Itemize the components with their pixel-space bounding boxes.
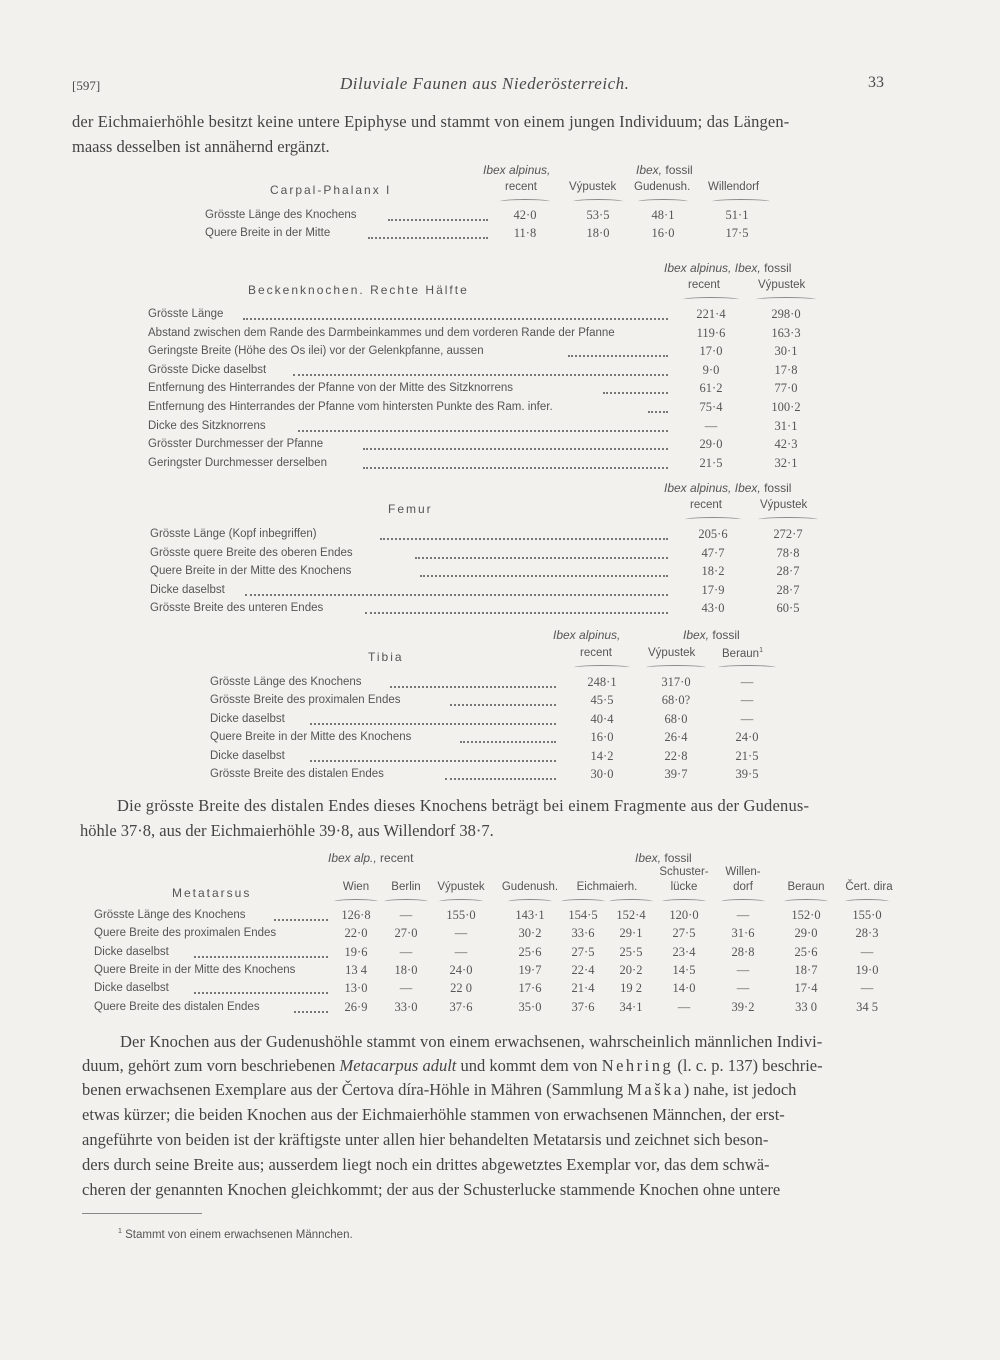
table4-cell: — <box>740 711 754 726</box>
leader-dots <box>294 1011 328 1013</box>
table5-cell: 30·2 <box>518 926 542 941</box>
leader-dots <box>415 557 668 559</box>
table5-cell: — <box>677 999 691 1014</box>
table3-head: Ibex alpinus, Ibex, fossil <box>664 481 792 495</box>
table3-row-label: Grösste Breite des unteren Endes <box>150 602 324 615</box>
table5-cell: 37·6 <box>571 999 595 1014</box>
table5-group2: Ibex, fossil <box>635 851 692 865</box>
table4-row-label: Dicke daselbst <box>210 749 285 762</box>
table5-cell: 34·1 <box>619 999 643 1014</box>
table3-cell: 18·2 <box>701 564 725 579</box>
table3-row-label: Quere Breite in der Mitte des Knochens <box>150 565 352 578</box>
table1-brace <box>573 199 623 204</box>
table5-cell: 22·0 <box>344 926 368 941</box>
table5-cell: 19·6 <box>344 944 368 959</box>
table1-cell: 16·0 <box>651 226 675 240</box>
intro-line-1: der Eichmaierhöhle besitzt keine untere Epiphyse und stammt von einem jungen Individuum; das Längen- <box>72 112 790 131</box>
table2-row-label: Abstand zwischen dem Rande des Darmbeinkammes und dem vorderen Rande der Pfanne <box>148 326 615 339</box>
table1-col-gudenush: Gudenush. <box>634 181 691 193</box>
leader-dots <box>390 686 556 688</box>
table2-cell: 221·4 <box>696 307 726 321</box>
table2-row-label: Dicke des Sitzknorrens <box>148 419 266 432</box>
intro-line-2: maass desselben ist annähernd ergänzt. <box>72 137 330 156</box>
table5-cell: — <box>736 908 750 922</box>
table5-cell: — <box>860 944 874 959</box>
table1-brace <box>712 199 770 204</box>
table5-cell: 152·4 <box>616 908 646 922</box>
table1-brace <box>500 199 550 204</box>
table5-col-header: Výpustek <box>437 881 485 893</box>
table5-brace <box>334 899 378 904</box>
table2-brace <box>683 297 739 302</box>
closing-line-2: duum, gehört zum vorn beschriebenen Metacarpus adult und kommt dem von Nehring (l. c. p. 137) beschrie- <box>82 1056 823 1075</box>
table5-row-label: Dicke daselbst <box>94 945 169 958</box>
table5-cell: — <box>736 981 750 996</box>
table5-brace <box>508 899 552 904</box>
table5-row-label: Quere Breite des proximalen Endes <box>94 927 277 940</box>
table2-cell: 75·4 <box>699 400 723 414</box>
table1-col-vypustek: Výpustek <box>569 181 617 193</box>
table4-cell: 68·0 <box>664 711 688 726</box>
table5-col-header-line2: dorf <box>733 881 753 893</box>
table3-brace <box>685 517 741 522</box>
table2-cell: 298·0 <box>771 307 801 321</box>
table5-cell: 152·0 <box>791 908 821 922</box>
leader-dots <box>420 575 668 577</box>
table2-row-label: Grösster Durchmesser der Pfanne <box>148 438 324 451</box>
table4-row-label: Grösste Breite des distalen Endes <box>210 768 384 780</box>
table4-cell: — <box>740 693 754 708</box>
table5-col-header: Beraun <box>787 881 825 893</box>
table5-cell: 37·6 <box>449 999 473 1014</box>
table2-head: Ibex alpinus, Ibex, fossil <box>664 261 792 275</box>
table5-cell: 19·0 <box>855 962 879 977</box>
table4-cell: 39·5 <box>735 767 759 781</box>
footnote: $^1$ Stammt von einem erwachsenen Männchen. <box>118 1228 353 1241</box>
table4-col-beraun: Beraun$^1$ <box>722 647 763 660</box>
table5-cell: 25·6 <box>794 944 818 959</box>
closing-line-7: cheren der genannten Knochen gleichkommt; der aus der Schusterlucke stammende Knochen ohne untere <box>82 1180 781 1199</box>
mid-line-1: Die grösste Breite des distalen Endes dieses Knochens beträgt bei einem Fragmente aus der Gudenus- <box>117 796 810 815</box>
table5-col-header: Wien <box>342 881 370 893</box>
table2-title: Beckenknochen. Rechte Hälfte <box>248 283 469 297</box>
table5-col-header-line1: Schuster- <box>659 866 709 878</box>
table5-cell: 35·0 <box>518 999 542 1014</box>
table2-row-label: Geringste Breite (Höhe des Os ilei) vor der Gelenkpfanne, aussen <box>148 345 484 358</box>
table4-cell: 16·0 <box>590 730 614 745</box>
table3-row-label: Dicke daselbst <box>150 583 225 596</box>
table5-cell: 24·0 <box>449 962 473 977</box>
table3-cell: 17·9 <box>701 582 725 597</box>
table5-cell: 18·7 <box>794 962 818 977</box>
closing-line-4: etwas kürzer; die beiden Knochen aus der Eichmaierhöhle stammen von erwachsenen Männchen, der erst- <box>82 1105 785 1124</box>
table5-cell: 22 0 <box>450 981 472 996</box>
closing-line-5: angeführte von beiden ist der kräftigste unter allen hier behandelten Metatarsis und zeichnet sich beson- <box>82 1130 769 1149</box>
table4-cell: 248·1 <box>587 675 617 689</box>
leader-dots <box>365 612 668 614</box>
table5-cell: — <box>399 944 413 959</box>
table5-group1: Ibex alp., recent <box>328 851 414 865</box>
table2-row-label: Geringster Durchmesser derselben <box>148 456 327 469</box>
table3-title: Femur <box>388 502 433 516</box>
table1-row-label: Grösste Länge des Knochens <box>205 209 357 221</box>
table1-col-recent: recent <box>505 181 537 193</box>
table5-brace <box>384 899 428 904</box>
leader-dots <box>380 538 668 540</box>
table4-group2: Ibex, fossil <box>683 628 740 642</box>
table5-row-label: Dicke daselbst <box>94 982 169 995</box>
leader-dots <box>194 992 328 994</box>
closing-line-6: ders durch seine Breite aus; ausserdem liegt noch ein drittes abgewetztes Exemplar vor, das dem schwä- <box>82 1155 770 1174</box>
table3-cell: 60·5 <box>776 601 800 616</box>
table1-cell: 51·1 <box>725 208 749 222</box>
table5-cell: 18·0 <box>394 962 418 977</box>
table5-cell: 33·6 <box>571 926 595 941</box>
table5-cell: 14·5 <box>672 962 696 977</box>
table5-cell: — <box>399 908 413 922</box>
table2-col-vypustek: Výpustek <box>758 279 806 291</box>
table5-cell: 33·0 <box>394 999 418 1014</box>
table4-cell: — <box>740 675 754 689</box>
table5-col-header-line2: lücke <box>670 881 698 893</box>
table5-cell: 120·0 <box>669 908 699 922</box>
table4-cell: 22·8 <box>664 748 688 763</box>
table5-cell: 143·1 <box>515 908 545 922</box>
leader-dots <box>450 704 556 706</box>
table2-row-label: Entfernung des Hinterrandes der Pfanne von der Mitte des Sitzknorrens <box>148 382 514 395</box>
table3-brace <box>758 517 818 522</box>
table5-col-header: Čert. dira <box>845 881 893 893</box>
table2-col-recent: recent <box>688 279 720 291</box>
table2-cell: 17·8 <box>774 362 798 377</box>
table4-cell: 26·4 <box>664 730 688 745</box>
leader-dots <box>648 411 668 413</box>
table4-cell: 40·4 <box>590 711 614 726</box>
table4-row-label: Grösste Länge des Knochens <box>210 676 362 688</box>
table1-group2: Ibex, fossil <box>636 163 693 177</box>
table5-brace <box>721 899 765 904</box>
table5-col-header: Berlin <box>391 881 421 893</box>
table5-cell: 27·0 <box>394 926 418 941</box>
table5-cell: 33 0 <box>795 999 817 1014</box>
leader-dots <box>603 392 668 394</box>
table4-cell: 21·5 <box>735 748 759 763</box>
table1-cell: 11·8 <box>513 226 537 240</box>
table5-cell: 13·0 <box>344 981 368 996</box>
table4-cell: 68·0? <box>661 693 691 708</box>
table5-col-header-line1: Willen- <box>725 866 761 878</box>
table2-cell: 17·0 <box>699 344 723 359</box>
table5-cell: 155·0 <box>852 908 882 922</box>
table3-cell: 28·7 <box>776 564 800 579</box>
table5-cell: 26·9 <box>344 999 368 1014</box>
table5-cell: 28·3 <box>855 926 879 941</box>
table5-title: Metatarsus <box>172 886 252 900</box>
table3-row-label: Grösste Länge (Kopf inbegriffen) <box>150 528 317 540</box>
footnote-rule <box>82 1213 202 1214</box>
table4-brace <box>574 665 630 670</box>
table5-cell: 20·2 <box>619 962 643 977</box>
table1-brace <box>638 199 688 204</box>
table5-cell: 28·8 <box>731 944 755 959</box>
leader-dots <box>245 594 668 596</box>
table3-row-label: Grösste quere Breite des oberen Endes <box>150 546 353 559</box>
leader-dots <box>368 237 488 239</box>
table5-cell: 29·1 <box>619 926 643 941</box>
table5-cell: — <box>399 981 413 996</box>
table2-cell: 30·1 <box>774 344 798 359</box>
table5-cell: 154·5 <box>568 908 598 922</box>
table4-col-vypustek: Výpustek <box>648 647 696 659</box>
table5-brace <box>561 899 605 904</box>
table2-cell: 42·3 <box>774 437 798 452</box>
table5-cell: 17·6 <box>518 981 542 996</box>
table4-brace <box>718 665 776 670</box>
table5-cell: 155·0 <box>446 908 476 922</box>
table5-cell: 25·6 <box>518 944 542 959</box>
page-number: 33 <box>868 74 884 91</box>
table5-cell: 27·5 <box>571 944 595 959</box>
table2-row-label: Entfernung des Hinterrandes der Pfanne vom hintersten Punkte des Ram. infer. <box>148 401 553 413</box>
table2-brace <box>756 297 816 302</box>
table2-cell: 77·0 <box>774 381 798 396</box>
table5-row-label: Grösste Länge des Knochens <box>94 909 246 921</box>
table5-row-label: Quere Breite in der Mitte des Knochens <box>94 963 296 976</box>
table4-cell: 30·0 <box>590 767 614 781</box>
table5-brace <box>662 899 706 904</box>
table1-cell: 17·5 <box>725 226 749 240</box>
table5-brace <box>845 899 889 904</box>
table5-cell: — <box>736 962 750 977</box>
table1-row-label: Quere Breite in der Mitte <box>205 227 331 239</box>
table1-cell: 53·5 <box>586 208 610 222</box>
table4-cell: 14·2 <box>590 748 614 763</box>
table1-title: Carpal-Phalanx I <box>270 183 392 197</box>
table5-cell: — <box>454 926 468 941</box>
table1-col-willendorf: Willendorf <box>708 181 760 193</box>
table5-cell: 21·4 <box>571 981 595 996</box>
table2-cell: 61·2 <box>699 381 723 396</box>
table5-brace <box>609 899 653 904</box>
table2-row-label: Grösste Länge <box>148 308 224 320</box>
table5-brace <box>439 899 483 904</box>
table5-cell: 14·0 <box>672 981 696 996</box>
table1-cell: 18·0 <box>586 226 610 240</box>
table4-group1: Ibex alpinus, <box>553 628 621 642</box>
table5-col-header: Gudenush. <box>501 881 559 893</box>
leader-dots <box>310 760 556 762</box>
table4-brace <box>646 665 706 670</box>
table3-cell: 272·7 <box>773 527 803 541</box>
table1-group1: Ibex alpinus, <box>483 163 551 177</box>
table4-title: Tibia <box>368 650 404 664</box>
table2-cell: 32·1 <box>774 455 798 470</box>
table4-cell: 45·5 <box>590 693 614 708</box>
leader-dots <box>293 374 668 376</box>
table4-row-label: Grösste Breite des proximalen Endes <box>210 694 401 707</box>
table5-cell: 27·5 <box>672 926 696 941</box>
table5-cell: 34 5 <box>856 999 878 1014</box>
table2-cell: 31·1 <box>774 418 798 433</box>
table5-cell: 19 2 <box>620 981 642 996</box>
table2-cell: — <box>704 418 718 433</box>
table5-cell: — <box>454 944 468 959</box>
table5-cell: 31·6 <box>731 926 755 941</box>
table2-row-label: Grösste Dicke daselbst <box>148 363 267 376</box>
table2-cell: 100·2 <box>771 400 801 414</box>
table5-col-header: Eichmaierh. <box>576 881 638 893</box>
table2-cell: 119·6 <box>696 325 726 340</box>
leader-dots <box>460 741 556 743</box>
table2-cell: 9·0 <box>702 362 720 377</box>
table4-col-recent: recent <box>580 647 612 659</box>
table3-cell: 43·0 <box>701 601 725 616</box>
leader-dots <box>243 318 668 320</box>
closing-line-1: Der Knochen aus der Gudenushöhle stammt von einem erwachsenen, wahrscheinlich männlichen Indivi- <box>120 1032 823 1051</box>
table4-row-label: Quere Breite in der Mitte des Knochens <box>210 731 412 744</box>
table5-cell: 39·2 <box>731 999 755 1014</box>
running-title: Diluviale Faunen aus Niederösterreich. <box>340 74 630 93</box>
table5-cell: 17·4 <box>794 981 818 996</box>
table4-cell: 24·0 <box>735 730 759 745</box>
table5-cell: 126·8 <box>341 908 371 922</box>
table3-cell: 78·8 <box>776 545 800 560</box>
table3-cell: 28·7 <box>776 582 800 597</box>
table5-cell: 22·4 <box>571 962 595 977</box>
leader-dots <box>388 219 488 221</box>
table5-cell: 25·5 <box>619 944 643 959</box>
leader-dots <box>363 467 668 469</box>
table5-cell: 23·4 <box>672 944 696 959</box>
leader-dots <box>274 919 328 921</box>
table3-cell: 47·7 <box>701 545 725 560</box>
table2-cell: 21·5 <box>699 455 723 470</box>
table3-cell: 205·6 <box>698 527 728 541</box>
table5-row-label: Quere Breite des distalen Endes <box>94 1000 260 1013</box>
table3-col-recent: recent <box>690 499 722 511</box>
leader-dots <box>568 355 668 357</box>
table5-cell: — <box>860 981 874 996</box>
table2-cell: 163·3 <box>771 325 801 340</box>
table1-cell: 42·0 <box>513 208 537 222</box>
table5-cell: 13 4 <box>345 962 367 977</box>
table3-col-vypustek: Výpustek <box>760 499 808 511</box>
leader-dots <box>194 956 328 958</box>
table5-cell: 29·0 <box>794 926 818 941</box>
table1-cell: 48·1 <box>651 208 675 222</box>
leader-dots <box>310 723 556 725</box>
mid-line-2: höhle 37·8, aus der Eichmaierhöhle 39·8, aus Willendorf 38·7. <box>80 821 494 840</box>
table2-cell: 29·0 <box>699 437 723 452</box>
table4-cell: 39·7 <box>664 767 688 781</box>
closing-line-3: benen erwachsenen Exemplare aus der Čertova díra-Höhle in Mähren (Sammlung Maška) nahe, ist jedoch <box>82 1080 797 1099</box>
leader-dots <box>363 448 668 450</box>
table5-brace <box>784 899 828 904</box>
header-left: [597] <box>72 78 101 93</box>
table4-cell: 317·0 <box>661 675 691 689</box>
table4-row-label: Dicke daselbst <box>210 712 285 725</box>
table5-cell: 19·7 <box>518 962 542 977</box>
leader-dots <box>445 778 556 780</box>
leader-dots <box>298 430 668 432</box>
